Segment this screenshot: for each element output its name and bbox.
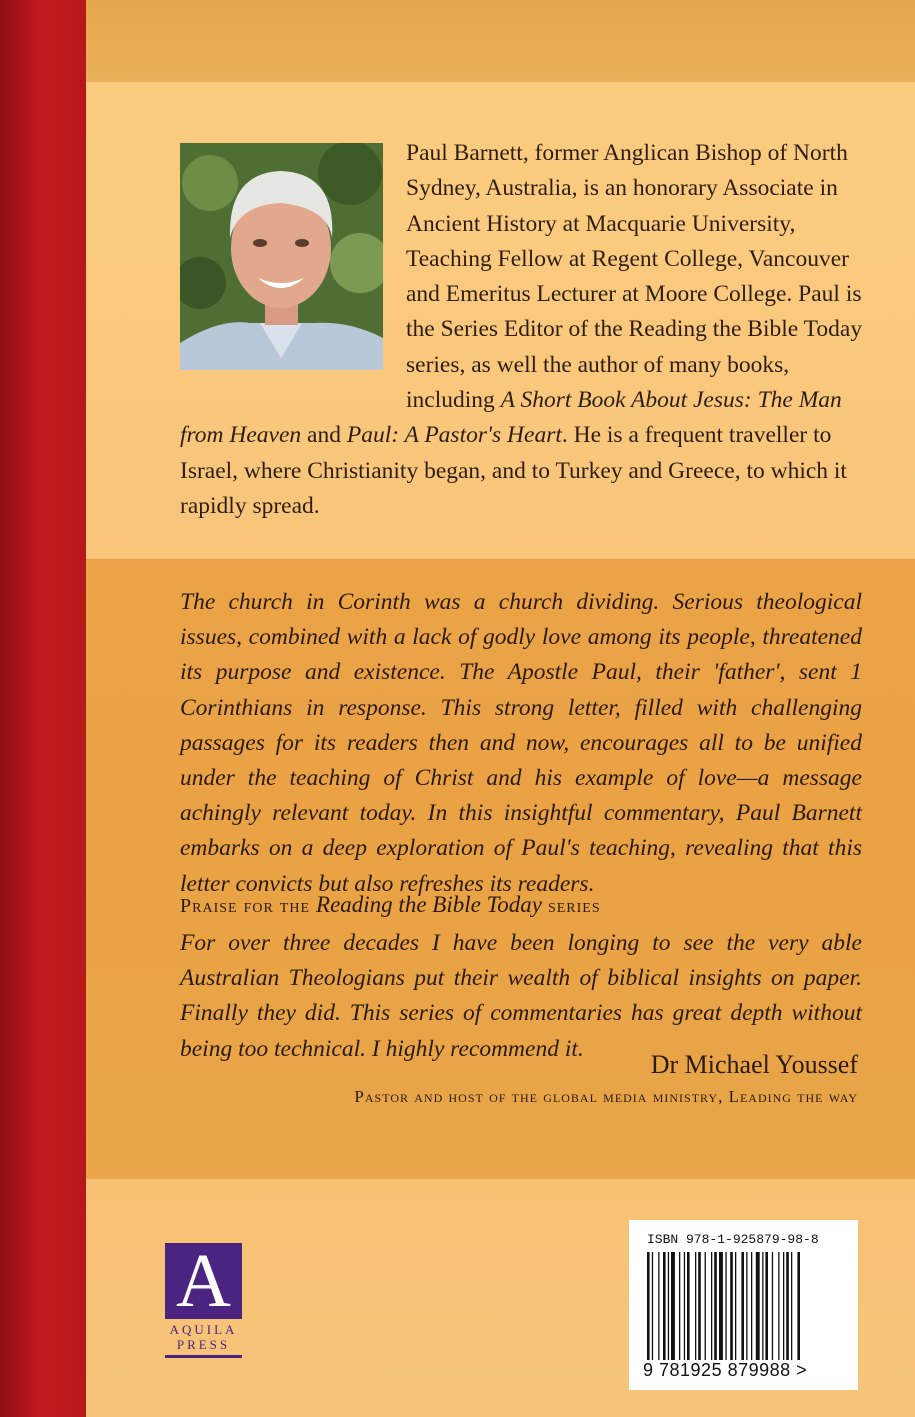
logo-press: PRESS — [176, 1337, 231, 1352]
barcode-bar — [762, 1252, 763, 1360]
barcode-bar — [658, 1252, 659, 1360]
logo-rule — [165, 1355, 242, 1358]
barcode-bar — [671, 1252, 675, 1360]
quote-author-title: Pastor and host of the global media ministry, Leading the way — [354, 1087, 858, 1106]
barcode-bar — [663, 1252, 666, 1360]
bio-tail: . He is a frequent traveller to Israel, where Christianity began, and to Turkey and Greece, to which it rapidly spread. — [180, 422, 847, 519]
barcode-bar — [679, 1252, 680, 1360]
barcode-bar — [725, 1252, 726, 1360]
barcode-bar — [772, 1252, 773, 1360]
barcode-bar — [746, 1252, 747, 1360]
praise-quote: For over three decades I have been longing to see the very able Australian Theologians put their wealth of biblical insights on paper. Finally they did. This series of commentaries has great depth without being too technical. I highly recommend it. — [180, 930, 862, 1062]
barcode-bar — [684, 1252, 685, 1360]
book-spine — [0, 0, 86, 1417]
barcode-bar — [786, 1252, 789, 1360]
praise-heading-prefix: Praise for the — [180, 895, 317, 917]
logo-badge — [165, 1239, 242, 1323]
top-band — [86, 0, 915, 82]
barcode-bar — [735, 1252, 736, 1360]
praise-heading-series: Reading the Bible Today — [316, 892, 542, 917]
logo-name: AQUILA — [169, 1322, 238, 1337]
praise-heading — [180, 892, 862, 918]
bio-text: Paul Barnett, former Anglican Bishop of North Sydney, Australia, is an honorary Associate in Ancient History at Macquarie University, Teaching Fellow at Regent College, Vancouver and Emeritus Lecturer at Moore College. Paul is the Series Editor of the Reading the Bible Today series, as well the author of many books, including — [406, 140, 863, 414]
photo-spacer — [180, 136, 406, 386]
barcode-bar — [778, 1252, 779, 1360]
isbn-text: ISBN 978-1-925879-98-8 — [647, 1232, 819, 1247]
barcode-bar — [783, 1252, 784, 1360]
book-description: The church in Corinth was a church dividing. Serious theological issues, combined with a lack of godly love among its people, threatened its purpose and existence. The Apostle Paul, their 'father', sent 1 Corinthians in response. This strong letter, filled with challenging passages for its readers then and now, encourages all to be unified under the teaching of Christ and his example of love—a message achingly relevant today. In this insightful commentary, Paul Barnett embarks on a deep exploration of Paul's teaching, revealing that this letter convicts but also refreshes its readers. — [180, 589, 862, 897]
praise-heading-suffix: series — [541, 895, 601, 917]
logo-letter: A — [176, 1239, 231, 1323]
isbn-barcode — [629, 1220, 858, 1390]
barcode-bar — [751, 1252, 752, 1360]
bio-book-title-1: A Short Book About Jesus: The Man from Heaven — [180, 387, 842, 449]
barcode-bar — [741, 1252, 744, 1360]
barcode-digits: 9 781925 879988 > — [643, 1360, 808, 1380]
barcode-bar — [695, 1252, 696, 1360]
barcode-bar — [687, 1252, 690, 1360]
author-bio — [180, 136, 870, 524]
barcode-bar — [791, 1252, 792, 1360]
bio-book-title-2: Paul: A Pastor's Heart — [346, 422, 562, 449]
bio-and: and — [301, 422, 347, 449]
barcode-bar — [719, 1252, 723, 1360]
barcode-bar — [714, 1252, 717, 1360]
barcode-bar — [730, 1252, 733, 1360]
barcode-bar — [765, 1252, 768, 1360]
barcode-bar — [698, 1252, 701, 1360]
quote-author-name: Dr Michael Youssef — [650, 1050, 858, 1079]
barcode-bar — [647, 1252, 650, 1360]
barcode-bars — [647, 1252, 843, 1360]
publisher-logo — [165, 1239, 242, 1363]
barcode-bar — [668, 1252, 669, 1360]
barcode-bar — [756, 1252, 760, 1360]
barcode-bar — [797, 1252, 800, 1360]
barcode-bar — [705, 1252, 706, 1360]
barcode-bar — [652, 1252, 653, 1360]
barcode-bar — [711, 1252, 712, 1360]
